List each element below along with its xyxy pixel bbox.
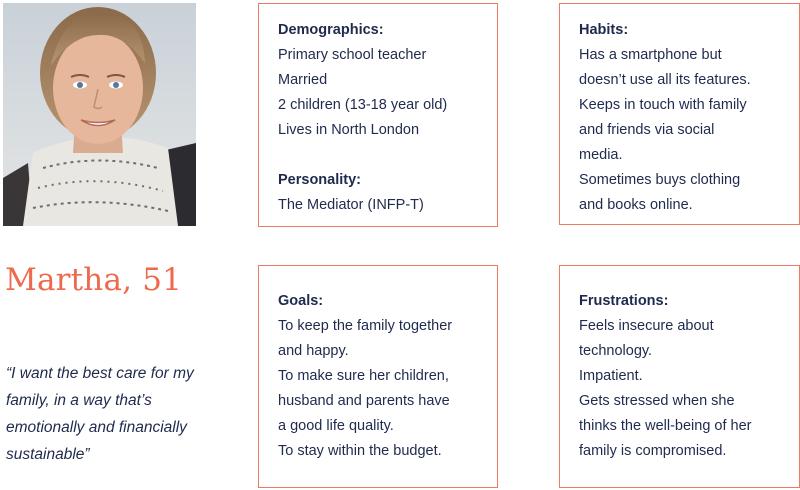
frustrations-heading: Frustrations: <box>579 293 669 309</box>
frustrations-line: Impatient. <box>579 368 643 384</box>
frustrations-line: family is compromised. <box>579 443 727 459</box>
demographics-line: Primary school teacher <box>278 47 427 63</box>
goals-line: and happy. <box>278 343 349 359</box>
goals-line: husband and parents have <box>278 393 450 409</box>
goals-line: To make sure her children, <box>278 368 449 384</box>
frustrations-card <box>559 265 800 488</box>
demographics-line: Married <box>278 72 328 88</box>
goals-line: To keep the family together <box>278 318 453 334</box>
frustrations-line: Feels insecure about <box>579 318 714 334</box>
goals-line: To stay within the budget. <box>278 443 442 459</box>
demographics-card <box>258 3 498 227</box>
habits-line: Keeps in touch with family <box>579 97 747 113</box>
habits-line: Has a smartphone but <box>579 47 722 63</box>
habits-line: and friends via social <box>579 122 715 138</box>
frustrations-line: technology. <box>579 343 653 359</box>
spacer <box>278 143 497 168</box>
habits-line: doesn’t use all its features. <box>579 72 751 88</box>
personality-heading: Personality: <box>278 172 361 188</box>
habits-line: Sometimes buys clothing <box>579 172 741 188</box>
personality-line: The Mediator (INFP-T) <box>278 197 424 213</box>
frustrations-line: Gets stressed when she <box>579 393 735 409</box>
demographics-line: Lives in North London <box>278 122 420 138</box>
goals-card <box>258 265 498 488</box>
persona-photo <box>3 3 196 226</box>
demographics-line: 2 children (13-18 year old) <box>278 97 448 113</box>
habits-line: and books online. <box>579 197 693 213</box>
habits-line: media. <box>579 147 623 163</box>
goals-line: a good life quality. <box>278 418 394 434</box>
demographics-heading: Demographics: <box>278 22 384 38</box>
habits-card <box>559 3 800 225</box>
goals-heading: Goals: <box>278 293 324 309</box>
frustrations-line: thinks the well-being of her <box>579 418 752 434</box>
habits-heading: Habits: <box>579 22 629 38</box>
persona-quote: “I want the best care for my family, in a way that’s emotionally and financially sustainable” <box>6 365 194 463</box>
persona-name: Martha, 51 <box>5 262 183 298</box>
